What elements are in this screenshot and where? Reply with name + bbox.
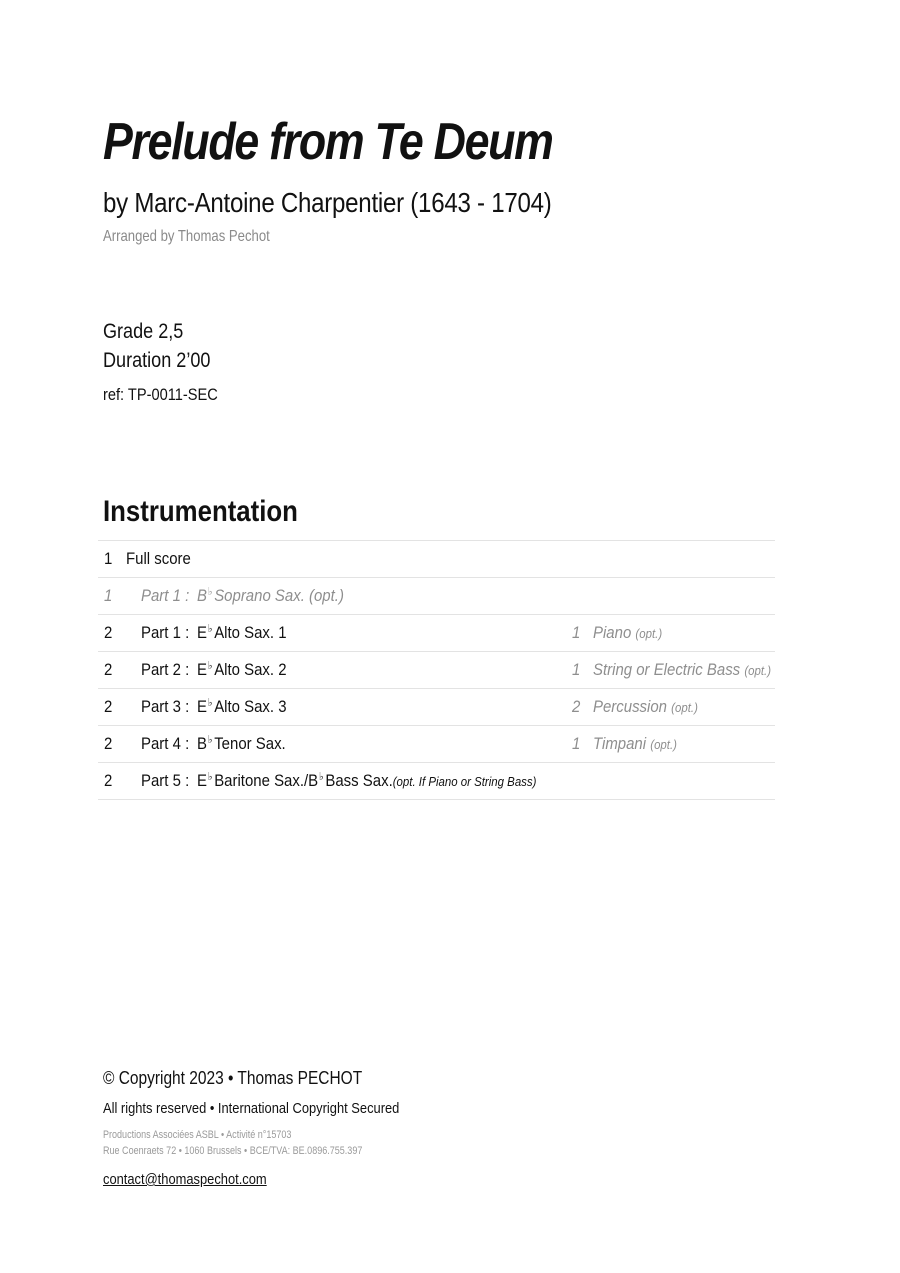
optional-instrument: Percussion (opt.) [593,697,698,716]
row-instrument: Full score [126,549,191,568]
optional-qty: 1 [572,734,581,753]
table-row-full-score [98,540,775,577]
row-qty: 1 [104,586,113,605]
optional-instrument: Timpani (opt.) [593,734,677,753]
row-part: Part 1 : [141,586,190,605]
row-instrument: E♭ Alto Sax. 3 [197,697,287,716]
instrumentation-table [98,540,775,800]
page-title: Prelude from Te Deum [103,113,553,171]
row-instrument: E♭ Alto Sax. 2 [197,660,287,679]
copyright-line: © Copyright 2023 • Thomas PECHOT [103,1068,363,1088]
row-qty: 2 [104,623,113,642]
table-row [98,651,775,688]
flat-sign: ♭ [207,734,213,746]
flat-sign: ♭ [207,586,213,598]
row-instrument: E♭ Alto Sax. 1 [197,623,287,642]
optional-qty: 1 [572,623,581,642]
row-instrument: E♭ Baritone Sax./B♭ Bass Sax.(opt. If Piano or String Bass) [197,771,537,790]
contact-email-link[interactable]: contact@thomaspechot.com [103,1171,267,1188]
flat-sign: ♭ [207,771,213,783]
flat-sign: ♭ [207,660,213,672]
row-instrument: B♭ Tenor Sax. [197,734,286,753]
arranger-credit: Arranged by Thomas Pechot [103,228,270,245]
row-part: Part 1 : [141,623,190,642]
composer-subtitle: by Marc-Antoine Charpentier (1643 - 1704) [103,187,552,218]
flat-sign: ♭ [207,697,213,709]
row-qty: 2 [104,660,113,679]
rights-line: All rights reserved • International Copyright Secured [103,1100,400,1117]
optional-instrument: String or Electric Bass (opt.) [593,660,772,679]
row-qty: 2 [104,734,113,753]
address-line: Rue Coenraets 72 • 1060 Brussels • BCE/TVA: BE.0896.755.397 [103,1145,363,1157]
row-part: Part 2 : [141,660,190,679]
table-row [98,577,775,614]
flat-sign: ♭ [207,623,213,635]
row-qty: 2 [104,697,113,716]
flat-sign: ♭ [319,771,324,783]
optional-instrument: Piano (opt.) [593,623,663,642]
production-line: Productions Associées ASBL • Activité n°15703 [103,1129,292,1141]
row-part: Part 5 : [141,771,190,790]
table-row [98,688,775,725]
row-instrument: B♭ Soprano Sax. (opt.) [197,586,344,605]
instrumentation-heading: Instrumentation [103,495,298,528]
reference-label: ref: TP-0011-SEC [103,385,218,404]
row-part: Part 4 : [141,734,190,753]
row-qty: 1 [104,549,113,568]
row-part: Part 3 : [141,697,190,716]
table-row [98,762,775,800]
grade-label: Grade 2,5 [103,320,184,343]
table-row [98,725,775,762]
optional-qty: 2 [572,697,581,716]
optional-qty: 1 [572,660,581,679]
row-note: (opt. If Piano or String Bass) [392,774,537,789]
row-qty: 2 [104,771,113,790]
table-row [98,614,775,651]
duration-label: Duration 2’00 [103,349,211,372]
